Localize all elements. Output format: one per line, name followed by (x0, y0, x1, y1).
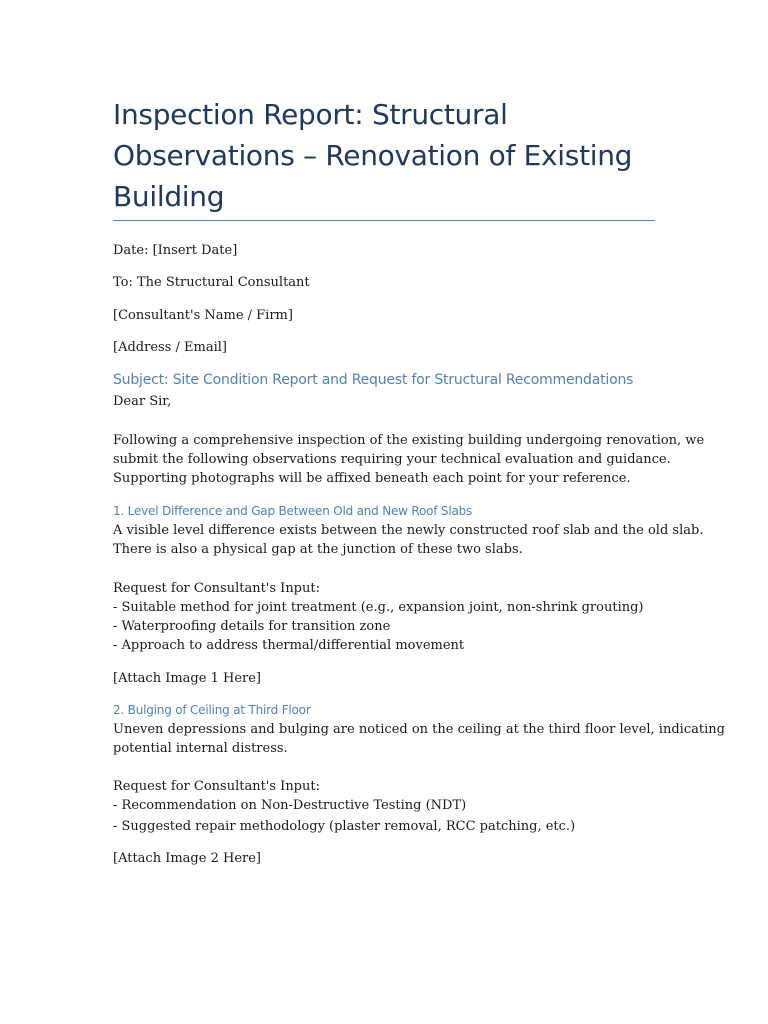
subject-heading: Subject: Site Condition Report and Request for Structural Recommendations (113, 372, 634, 388)
salutation: Dear Sir, (113, 394, 172, 409)
intro-line: Following a comprehensive inspection of the existing building undergoing renovation, we (113, 433, 705, 448)
section-1-body-line: A visible level difference exists between the newly constructed roof slab and the old slab. (113, 523, 704, 538)
title-underline (113, 220, 655, 221)
section-2-attach-placeholder: [Attach Image 2 Here] (113, 851, 261, 866)
section-1-body-line: There is also a physical gap at the junction of these two slabs. (113, 542, 523, 557)
recipient-line: To: The Structural Consultant (113, 275, 310, 290)
section-2-request-item: - Suggested repair methodology (plaster removal, RCC patching, etc.) (113, 819, 576, 834)
title-line-1: Inspection Report: Structural (113, 98, 508, 131)
section-1-request-item: - Waterproofing details for transition zone (113, 619, 391, 634)
intro-line: submit the following observations requiring your technical evaluation and guidance. (113, 452, 671, 467)
date-line: Date: [Insert Date] (113, 243, 238, 258)
section-1-request-item: - Suitable method for joint treatment (e.g., expansion joint, non-shrink grouting) (113, 600, 644, 615)
section-1-request-label: Request for Consultant's Input: (113, 581, 320, 596)
section-2-request-item: - Recommendation on Non-Destructive Testing (NDT) (113, 798, 467, 813)
section-2-request-label: Request for Consultant's Input: (113, 779, 320, 794)
title-line-2: Observations – Renovation of Existing (113, 139, 633, 172)
consultant-name-line: [Consultant's Name / Firm] (113, 308, 293, 323)
address-line: [Address / Email] (113, 340, 227, 355)
section-2-body-line: potential internal distress. (113, 741, 288, 756)
section-1-heading: 1. Level Difference and Gap Between Old and New Roof Slabs (113, 504, 473, 518)
section-2-heading: 2. Bulging of Ceiling at Third Floor (113, 703, 311, 717)
intro-line: Supporting photographs will be affixed beneath each point for your reference. (113, 471, 631, 486)
section-2-body-line: Uneven depressions and bulging are noticed on the ceiling at the third floor level, indicating (113, 722, 725, 737)
section-1-attach-placeholder: [Attach Image 1 Here] (113, 671, 261, 686)
report-title (113, 94, 673, 217)
section-1-request-item: - Approach to address thermal/differential movement (113, 638, 465, 653)
title-line-3: Building (113, 180, 225, 213)
